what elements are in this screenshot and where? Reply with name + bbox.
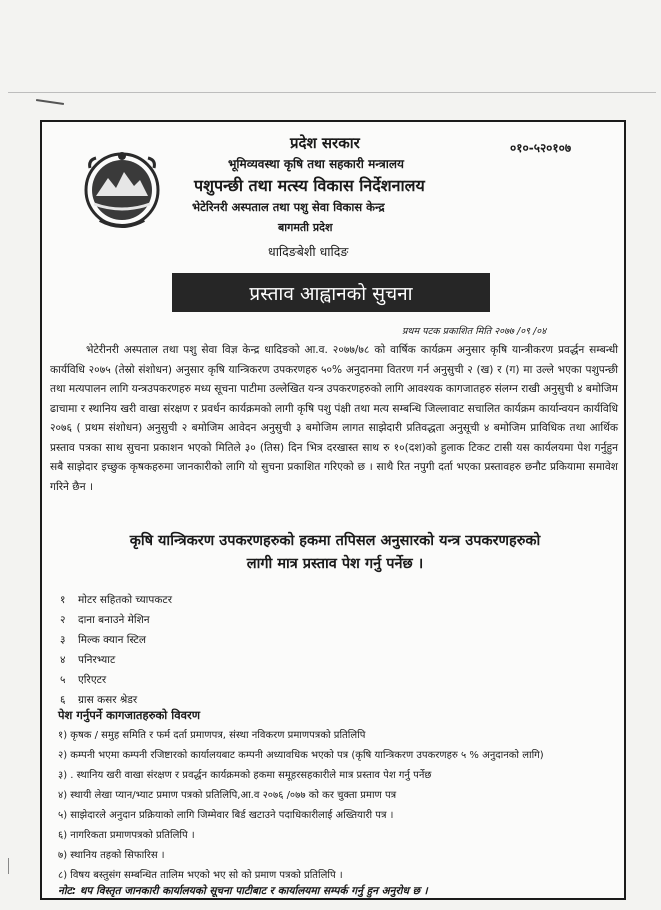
list-item: २) कम्पनी भएमा कम्पनी रजिष्टारको कार्यालयबाट कम्पनी अध्यावधिक भएको पत्र (कृषि यान्त्रिकरण उपकरणहरु ५ % अनुदानको लागि) [58,750,544,761]
item-number: ६ [60,694,66,706]
notice-banner [172,273,490,312]
list-item: ७) स्थानिय तहको सिफारिस । [58,850,165,861]
place-name: धादिङबेशी धादिङ [268,244,349,259]
item-number: ५ [60,674,66,686]
reference-number: ०१०-५२०१०७ [510,141,572,155]
list-item [60,630,172,650]
list-item: ४) स्थायी लेखा प्यान/भ्याट प्रमाण पत्रको प्रतिलिपि,आ.व २०७६ /०७७ को कर चुक्ता प्रमाण पत्र [58,790,397,801]
scan-mark [8,858,9,874]
list-item: ५) साझेदारले अनुदान प्रक्रियाको लागि जिम्मेवार बिर्ड खटाउने पदाधिकारीलाई अख्तियारी पत्र । [58,810,394,821]
notice-title: प्रस्ताव आह्वानको सुचना [249,282,413,305]
item-number: ४ [60,654,66,666]
equipment-list [60,590,172,710]
item-label: मोटर सहितको च्यापकटर [78,594,173,606]
notice-document [40,120,626,900]
equipment-headline [60,530,610,576]
list-item [60,590,172,610]
list-item [60,610,172,630]
government-emblem-icon [80,148,164,230]
ministry-name: भूमिव्यवस्था कृषि तथा सहकारी मन्त्रालय [228,157,404,171]
scan-edge-line [8,92,656,93]
item-label: ग्रास कसर श्रेडर [78,694,138,706]
item-label: मिल्क क्यान स्टिल [78,634,146,646]
documents-heading: पेश गर्नुपर्ने कागजातहरुको विवरण [58,708,201,722]
list-item [60,670,172,690]
item-number: ३ [60,634,66,646]
government-label: प्रदेश सरकार [290,134,360,152]
list-item [60,690,172,710]
scan-mark [36,99,64,105]
list-item: १) कृषक / समुह समिति र फर्म दर्ता प्रमाणपत्र, संस्था नविकरण प्रमाणपत्रको प्रतिलिपि [58,730,366,741]
directorate-name: पशुपन्छी तथा मत्स्य विकास निर्देशनालय [194,176,425,195]
list-item: ६) नागरिकता प्रमाणपत्रको प्रतिलिपि । [58,830,195,841]
item-label: पनिरभ्याट [78,654,116,666]
item-number: १ [60,594,66,606]
province-name: बागमती प्रदेश [278,221,333,234]
item-label: एरिएटर [78,674,107,686]
item-label: दाना बनाउने मेशिन [78,614,150,626]
notice-paragraph: भेटेरीनरी अस्पताल तथा पशु सेवा विज्ञ केन्द्र धादिङको आ.व. २०७७/७८ को वार्षिक कार्यक्रम अनुसार कृषि यान्त्रीकरण प्रवर्द्धन सम्बन्धी कार्यविधि २०७५ (तेस्रो संशोधन) अनुसार कृषि यान्त्रिकरण उपकरणहरु ५०% अनुदानमा वितरण गर्न अनुसुची २ (ख) र (ग) मा उल्ले भएका पशुपन्छी तथा मत्यपालन लागि यन्त्रउपकरणहरु मध्य सूचना पाटीमा उल्लेखित यन्त्र उपकरणहरुको लागि आवश्यक कागजातहरु संलग्न राखी अनुसुची ४ बमोजिम ढाचामा र स्थानिय खरी वाखा संरक्षण र प्रवर्धन कार्यक्रमको लागी कृषि पशु पंक्षी तथा मत्य सम्बन्धि जिल्लावाट सचालित कार्यक्रम कार्यान्वयन कार्यविधि २०७६ ( प्रथम संशोधन) अनुसुची २ बमोजिम आवेदन अनुसुची ३ बमोजिम लागत साझेदारी प्रतिवद्धता अनुसूची ४ बमोजिम प्राविधिक तथा आर्थिक प्रस्ताव पत्रका साथ सुचना प्रकाशन भएको मितिले ३० (तिस) दिन भित्र दरखास्त साथ रु १०(दश)को हुलाक टिकट टासी यस कार्यलयमा पेश गर्नुहुन सबै साझेदार इच्छुक कृषकहरुमा जानकारीको लागि यो सुचना प्रकाशित गरिएको छ । साथै रित नपुगी दर्ता भएका प्रस्तावहरु छनौट प्रकियामा समावेश गरिने छैन । [50,344,618,493]
headline-line-1: कृषि यान्त्रिकरण उपकरणहरुको हकमा तपिसल अनुसारको यन्त्र उपकरणहरुको [129,533,541,549]
center-name: भेटेरिनरी अस्पताल तथा पशु सेवा विकास केन्द्र [192,200,385,214]
documents-list [58,726,618,886]
list-item: ८) विषय बस्तुसंग सम्बन्धित तालिम भएको भए सो को प्रमाण पत्रको प्रतिलिपि । [58,870,343,881]
list-item [60,650,172,670]
footer-note: नोट: थप विस्तृत जानकारी कार्यालयको सूचना पाटीबाट र कार्यालयमा सम्पर्क गर्नु हुन अनुरोध छ । [58,885,428,897]
publication-date: प्रथम पटक प्रकाशित मिति २०७७ /०९ /०४ [402,326,547,337]
item-number: २ [60,614,66,626]
list-item: ३) . स्थानिय खरी वाखा संरक्षण र प्रवर्द्धन कार्यक्रमको हकमा समूहरसहकारीले मात्र प्रस्ताव पेश गर्नु पर्नेछ [58,770,432,781]
headline-line-2: लागी मात्र प्रस्ताव पेश गर्नु पर्नेछ । [246,556,424,572]
